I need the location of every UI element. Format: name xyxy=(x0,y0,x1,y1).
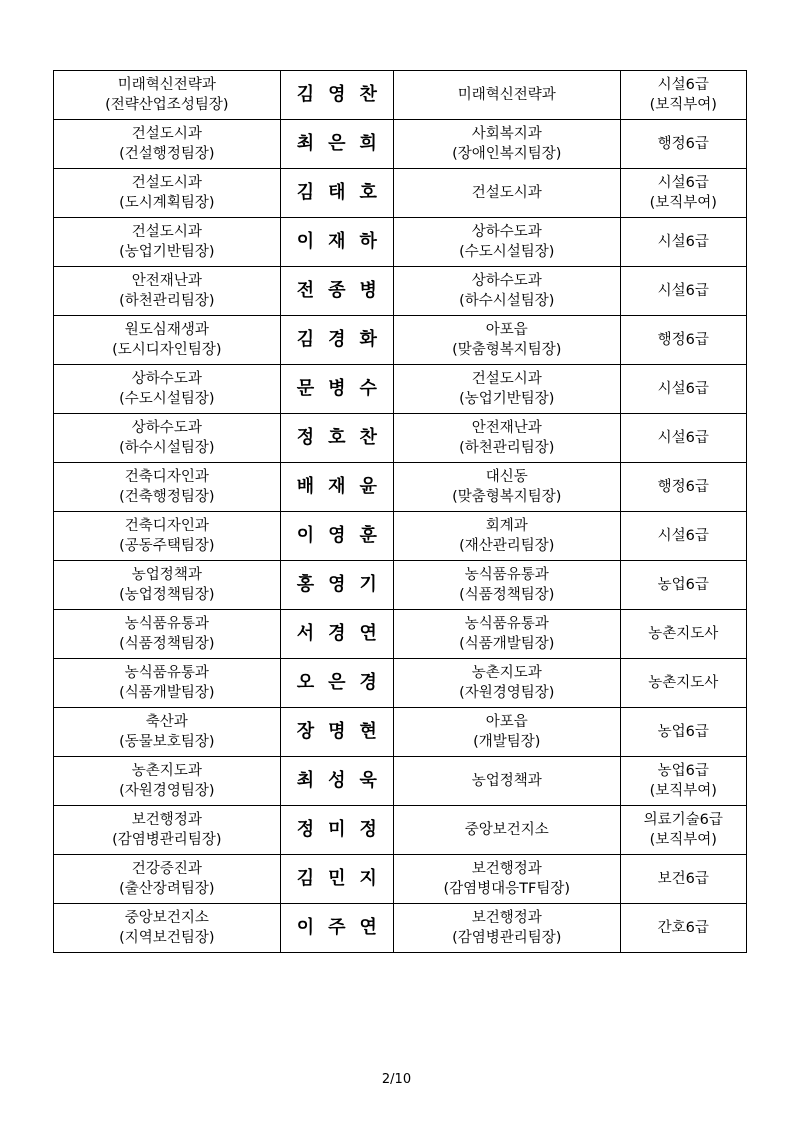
name-cell xyxy=(280,659,393,708)
grade-cell xyxy=(620,71,746,120)
name-cell xyxy=(280,708,393,757)
from-dept: 건설도시과 xyxy=(131,175,202,191)
grade: 농업6급 xyxy=(657,724,709,740)
from-team: (공동주택팀장) xyxy=(119,538,215,554)
grade-note: (보직부여) xyxy=(649,783,717,799)
person-name: 전종병 xyxy=(296,280,391,301)
from-cell xyxy=(54,463,281,512)
grade: 시설6급 xyxy=(657,283,709,299)
from-dept: 건강증진과 xyxy=(131,861,202,877)
to-dept: 농식품유통과 xyxy=(464,616,549,632)
table-row xyxy=(54,463,747,512)
from-dept: 건축디자인과 xyxy=(124,469,209,485)
person-name: 이재하 xyxy=(296,231,391,252)
table-row xyxy=(54,806,747,855)
from-cell xyxy=(54,757,281,806)
grade: 행정6급 xyxy=(657,332,709,348)
name-cell xyxy=(280,316,393,365)
from-team: (식품정책팀장) xyxy=(119,636,215,652)
from-team: (건설행정팀장) xyxy=(119,146,215,162)
grade: 시설6급 xyxy=(657,430,709,446)
from-dept: 원도심재생과 xyxy=(124,322,209,338)
person-name: 이주연 xyxy=(296,917,391,938)
grade: 간호6급 xyxy=(657,920,709,936)
name-cell xyxy=(280,71,393,120)
from-dept: 상하수도과 xyxy=(131,371,202,387)
from-team: (건축행정팀장) xyxy=(119,489,215,505)
table-row xyxy=(54,365,747,414)
table-row xyxy=(54,512,747,561)
grade-cell xyxy=(620,708,746,757)
grade-cell xyxy=(620,120,746,169)
from-cell xyxy=(54,904,281,953)
table-row xyxy=(54,414,747,463)
name-cell xyxy=(280,218,393,267)
person-name: 서경연 xyxy=(296,623,391,644)
from-dept: 안전재난과 xyxy=(131,273,202,289)
table-row xyxy=(54,267,747,316)
from-team: (전략산업조성팀장) xyxy=(105,97,229,113)
from-dept: 건축디자인과 xyxy=(124,518,209,534)
from-team: (농업기반팀장) xyxy=(119,244,215,260)
to-team: (맞춤형복지팀장) xyxy=(452,489,562,505)
to-team: (하천관리팀장) xyxy=(459,440,555,456)
to-team: (개발팀장) xyxy=(473,734,541,750)
table-row xyxy=(54,120,747,169)
grade: 농촌지도사 xyxy=(648,675,719,691)
from-dept: 건설도시과 xyxy=(131,224,202,240)
table-row xyxy=(54,855,747,904)
name-cell xyxy=(280,267,393,316)
to-cell xyxy=(393,610,620,659)
grade-cell xyxy=(620,806,746,855)
name-cell xyxy=(280,365,393,414)
to-dept: 사회복지과 xyxy=(471,126,542,142)
grade: 시설6급 xyxy=(657,528,709,544)
to-cell xyxy=(393,561,620,610)
from-team: (수도시설팀장) xyxy=(119,391,215,407)
from-cell xyxy=(54,414,281,463)
from-cell xyxy=(54,169,281,218)
person-name: 최은희 xyxy=(296,133,391,154)
table-row xyxy=(54,561,747,610)
from-cell xyxy=(54,316,281,365)
grade: 농업6급 xyxy=(657,577,709,593)
from-cell xyxy=(54,806,281,855)
table-row xyxy=(54,316,747,365)
person-name: 김민지 xyxy=(296,868,391,889)
from-cell xyxy=(54,267,281,316)
to-cell xyxy=(393,71,620,120)
name-cell xyxy=(280,806,393,855)
from-dept: 농식품유통과 xyxy=(124,665,209,681)
from-cell xyxy=(54,708,281,757)
table-row xyxy=(54,169,747,218)
table-row xyxy=(54,218,747,267)
table-row xyxy=(54,904,747,953)
to-team: (감염병관리팀장) xyxy=(452,930,562,946)
to-dept: 농촌지도과 xyxy=(471,665,542,681)
grade-cell xyxy=(620,365,746,414)
from-dept: 미래혁신전략과 xyxy=(117,77,216,93)
from-cell xyxy=(54,120,281,169)
grade: 의료기술6급 xyxy=(643,812,723,828)
grade: 행정6급 xyxy=(657,479,709,495)
table-row xyxy=(54,757,747,806)
to-dept: 아포읍 xyxy=(485,322,528,338)
table-row xyxy=(54,71,747,120)
grade: 시설6급 xyxy=(657,77,709,93)
person-name: 홍영기 xyxy=(296,574,391,595)
to-cell xyxy=(393,365,620,414)
from-team: (도시디자인팀장) xyxy=(112,342,222,358)
from-team: (동물보호팀장) xyxy=(119,734,215,750)
from-dept: 농업정책과 xyxy=(131,567,202,583)
grade-note: (보직부여) xyxy=(649,832,717,848)
from-cell xyxy=(54,512,281,561)
name-cell xyxy=(280,904,393,953)
to-team: (자원경영팀장) xyxy=(459,685,555,701)
to-dept: 중앙보건지소 xyxy=(464,822,549,838)
grade-cell xyxy=(620,757,746,806)
grade-cell xyxy=(620,512,746,561)
from-cell xyxy=(54,610,281,659)
grade-cell xyxy=(620,316,746,365)
to-dept: 미래혁신전략과 xyxy=(457,87,556,103)
to-dept: 농식품유통과 xyxy=(464,567,549,583)
to-cell xyxy=(393,316,620,365)
to-cell xyxy=(393,414,620,463)
grade-cell xyxy=(620,659,746,708)
from-team: (출산장려팀장) xyxy=(119,881,215,897)
table-row xyxy=(54,659,747,708)
to-dept: 상하수도과 xyxy=(471,224,542,240)
to-cell xyxy=(393,855,620,904)
grade: 농촌지도사 xyxy=(648,626,719,642)
from-team: (식품개발팀장) xyxy=(119,685,215,701)
to-cell xyxy=(393,757,620,806)
grade: 농업6급 xyxy=(657,763,709,779)
from-team: (지역보건팀장) xyxy=(119,930,215,946)
grade-cell xyxy=(620,169,746,218)
name-cell xyxy=(280,757,393,806)
from-team: (자원경영팀장) xyxy=(119,783,215,799)
from-team: (도시계획팀장) xyxy=(119,195,215,211)
to-team: (하수시설팀장) xyxy=(459,293,555,309)
person-name: 오은경 xyxy=(296,672,391,693)
grade: 행정6급 xyxy=(657,136,709,152)
name-cell xyxy=(280,512,393,561)
person-name: 이영훈 xyxy=(296,525,391,546)
to-team: (맞춤형복지팀장) xyxy=(452,342,562,358)
person-name: 김영찬 xyxy=(296,84,391,105)
personnel-table xyxy=(53,70,747,953)
to-team: (수도시설팀장) xyxy=(459,244,555,260)
name-cell xyxy=(280,414,393,463)
person-name: 장명현 xyxy=(296,721,391,742)
page-number: 2/10 xyxy=(381,1072,412,1087)
name-cell xyxy=(280,120,393,169)
to-dept: 회계과 xyxy=(485,518,528,534)
to-dept: 대신동 xyxy=(485,469,528,485)
to-team: (농업기반팀장) xyxy=(459,391,555,407)
from-dept: 중앙보건지소 xyxy=(124,910,209,926)
to-dept: 보건행정과 xyxy=(471,910,542,926)
grade-cell xyxy=(620,267,746,316)
grade: 시설6급 xyxy=(657,175,709,191)
to-cell xyxy=(393,169,620,218)
grade-cell xyxy=(620,610,746,659)
from-cell xyxy=(54,71,281,120)
from-cell xyxy=(54,365,281,414)
from-dept: 보건행정과 xyxy=(131,812,202,828)
from-dept: 상하수도과 xyxy=(131,420,202,436)
to-cell xyxy=(393,904,620,953)
to-cell xyxy=(393,218,620,267)
table-body xyxy=(54,71,747,953)
person-name: 문병수 xyxy=(296,378,391,399)
to-cell xyxy=(393,512,620,561)
to-team: (감염병대응TF팀장) xyxy=(443,881,571,897)
from-team: (농업정책팀장) xyxy=(119,587,215,603)
from-team: (감염병관리팀장) xyxy=(112,832,222,848)
grade-note: (보직부여) xyxy=(649,97,717,113)
to-dept: 건설도시과 xyxy=(471,371,542,387)
grade-cell xyxy=(620,463,746,512)
person-name: 김태호 xyxy=(296,182,391,203)
name-cell xyxy=(280,463,393,512)
person-name: 김경화 xyxy=(296,329,391,350)
name-cell xyxy=(280,610,393,659)
from-cell xyxy=(54,218,281,267)
grade-note: (보직부여) xyxy=(649,195,717,211)
grade-cell xyxy=(620,904,746,953)
to-dept: 건설도시과 xyxy=(471,185,542,201)
to-cell xyxy=(393,708,620,757)
from-cell xyxy=(54,561,281,610)
person-name: 정미정 xyxy=(296,819,391,840)
grade-cell xyxy=(620,561,746,610)
from-dept: 농식품유통과 xyxy=(124,616,209,632)
from-dept: 건설도시과 xyxy=(131,126,202,142)
from-cell xyxy=(54,659,281,708)
to-dept: 안전재난과 xyxy=(471,420,542,436)
from-dept: 농촌지도과 xyxy=(131,763,202,779)
from-team: (하천관리팀장) xyxy=(119,293,215,309)
grade-cell xyxy=(620,218,746,267)
person-name: 배재윤 xyxy=(296,476,391,497)
grade: 시설6급 xyxy=(657,381,709,397)
grade-cell xyxy=(620,855,746,904)
person-name: 정호찬 xyxy=(296,427,391,448)
table-row xyxy=(54,708,747,757)
to-cell xyxy=(393,267,620,316)
name-cell xyxy=(280,169,393,218)
to-cell xyxy=(393,659,620,708)
to-dept: 농업정책과 xyxy=(471,773,542,789)
grade: 시설6급 xyxy=(657,234,709,250)
from-dept: 축산과 xyxy=(145,714,188,730)
to-cell xyxy=(393,120,620,169)
name-cell xyxy=(280,855,393,904)
grade-cell xyxy=(620,414,746,463)
to-team: (장애인복지팀장) xyxy=(452,146,562,162)
from-cell xyxy=(54,855,281,904)
person-name: 최성욱 xyxy=(296,770,391,791)
to-cell xyxy=(393,806,620,855)
name-cell xyxy=(280,561,393,610)
grade: 보건6급 xyxy=(657,871,709,887)
to-team: (식품개발팀장) xyxy=(459,636,555,652)
to-dept: 보건행정과 xyxy=(471,861,542,877)
to-dept: 아포읍 xyxy=(485,714,528,730)
to-team: (식품정책팀장) xyxy=(459,587,555,603)
to-team: (재산관리팀장) xyxy=(459,538,555,554)
from-team: (하수시설팀장) xyxy=(119,440,215,456)
table-row xyxy=(54,610,747,659)
to-dept: 상하수도과 xyxy=(471,273,542,289)
to-cell xyxy=(393,463,620,512)
